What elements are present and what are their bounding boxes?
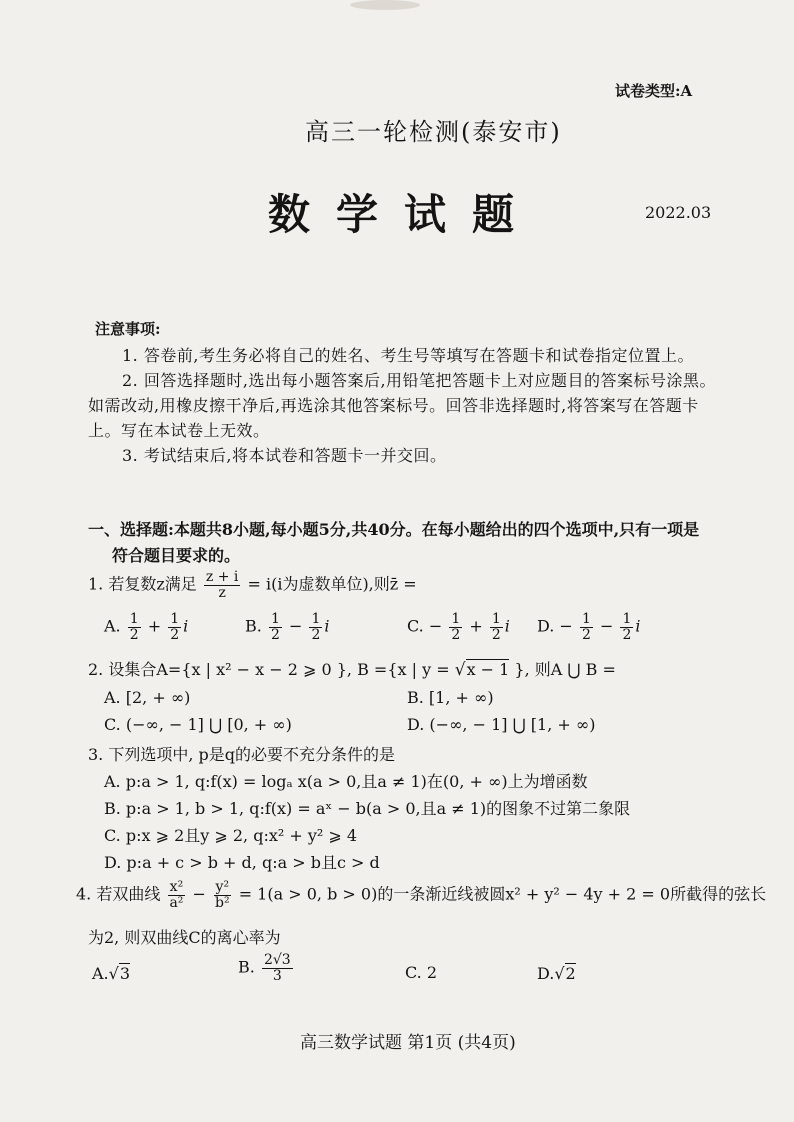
q1-option-c: C. − $\frac{1}{2}$ + $\frac{1}{2}$ i <box>407 611 510 643</box>
page-footer: 高三数学试题 第1页 (共4页) <box>300 1033 516 1053</box>
question-3-stem: 3. 下列选项中, p是q的必要不充分条件的是 <box>88 745 396 764</box>
q1-fraction: $\frac{z + i}{z}$ <box>205 569 239 601</box>
notice-item-3: 3. 考试结束后,将本试卷和答题卡一并交回。 <box>122 446 447 465</box>
question-4-stem: 4. 若双曲线 $\frac{\text{x²}}{\text{a²}}$ − $\frac{\text{y²}}{\text{b²}}$ = 1(a > 0, b > 0)的一条渐近线被圆x² + y² − 4y + 2 = 0所截得的弦长 <box>76 879 767 911</box>
scan-smudge <box>350 0 420 10</box>
q1-stem-suffix: = i(i为虚数单位),则z̄ = <box>247 574 417 594</box>
notice-title: 注意事项: <box>95 320 161 338</box>
exam-date: 2022.03 <box>645 203 712 222</box>
paper-type: 试卷类型:A <box>615 82 693 100</box>
notice-item-2-line-3: 上。写在本试卷上无效。 <box>88 421 270 440</box>
notice-item-2-line-1: 2. 回答选择题时,选出每小题答案后,用铅笔把答题卡上对应题目的答案标号涂黑。 <box>122 371 717 390</box>
page-title: 数学试题 <box>268 190 541 239</box>
q3-option-b: B. p:a > 1, b > 1, q:f(x) = aˣ − b(a > 0,且a ≠ 1)的图象不过第二象限 <box>104 799 631 818</box>
q3-option-a: A. p:a > 1, q:f(x) = logₐ x(a > 0,且a ≠ 1)在(0, + ∞)上为增函数 <box>104 772 588 791</box>
notice-item-1: 1. 答卷前,考生务必将自己的姓名、考生号等填写在答题卡和试卷指定位置上。 <box>122 346 694 365</box>
q4-option-c: C. 2 <box>405 963 438 982</box>
section-heading-line-1: 一、选择题:本题共8小题,每小题5分,共40分。在每小题给出的四个选项中,只有一项是 <box>88 520 700 539</box>
q3-option-d: D. p:a + c > b + d, q:a > b且c > d <box>104 853 380 872</box>
q4-option-a: A.√3 <box>92 964 131 983</box>
q1-option-d: D. − $\frac{1}{2}$ − $\frac{1}{2}$ i <box>537 611 641 643</box>
q2-option-d: D. (−∞, − 1] ⋃ [1, + ∞) <box>407 715 596 734</box>
exam-subtitle: 高三一轮检测(泰安市) <box>305 118 562 146</box>
q2-option-a: A. [2, + ∞) <box>104 688 191 707</box>
section-heading-line-2: 符合题目要求的。 <box>112 546 241 565</box>
q4-option-d: D.√2 <box>537 964 576 983</box>
notice-item-2-line-2: 如需改动,用橡皮擦干净后,再选涂其他答案标号。回答非选择题时,将答案写在答题卡 <box>88 396 699 415</box>
q1-option-b: B. $\frac{1}{2}$ − $\frac{1}{2}$ i <box>245 611 330 643</box>
question-4-line-2: 为2, 则双曲线C的离心率为 <box>88 928 281 947</box>
q2-option-b: B. [1, + ∞) <box>407 688 494 707</box>
q4-option-b: B. $\frac{2√3}{3}$ <box>238 952 291 984</box>
q1-option-a: A. $\frac{1}{2}$ + $\frac{1}{2}$ i <box>104 611 189 643</box>
q1-stem-prefix: 1. 若复数z满足 <box>88 574 197 594</box>
question-2-stem: 2. 设集合A={x | x² − x − 2 ⩾ 0 }, B ={x | y = √x − 1 }, 则A ⋃ B = <box>88 660 616 680</box>
q3-option-c: C. p:x ⩾ 2且y ⩾ 2, q:x² + y² ⩾ 4 <box>104 826 358 845</box>
q2-option-c: C. (−∞, − 1] ⋃ [0, + ∞) <box>104 715 292 734</box>
question-1-stem <box>88 570 417 600</box>
